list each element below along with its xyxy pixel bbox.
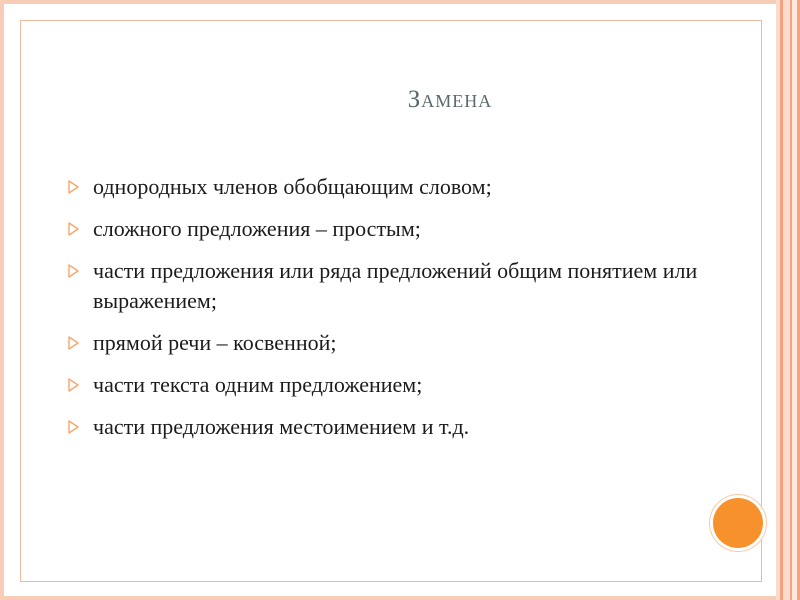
list-item-text: части предложения местоимением и т.д.: [93, 414, 470, 439]
frame-left-border: [0, 0, 4, 600]
list-item-text: однородных членов обобщающим словом;: [93, 174, 492, 199]
list-item-text: части предложения или ряда предложений общим понятием или выражением;: [93, 258, 698, 313]
hollow-triangle-icon: [66, 335, 80, 351]
list-item: [66, 370, 706, 400]
list-item-text: прямой речи – косвенной;: [93, 330, 337, 355]
list-item: [66, 256, 706, 316]
hollow-triangle-icon: [66, 263, 80, 279]
list-item-text: части текста одним предложением;: [93, 372, 423, 397]
decorative-circle: [713, 498, 763, 548]
list-item-text: сложного предложения – простым;: [93, 216, 421, 241]
list-item: [66, 412, 706, 442]
frame-bottom-border: [0, 596, 776, 600]
hollow-triangle-icon: [66, 179, 80, 195]
frame-top-border: [0, 0, 776, 4]
list-item: [66, 172, 706, 202]
bullet-list: [66, 172, 706, 454]
hollow-triangle-icon: [66, 221, 80, 237]
slide-title: Замена: [407, 86, 493, 113]
hollow-triangle-icon: [66, 377, 80, 393]
decorative-stripe: [783, 0, 790, 600]
list-item: [66, 214, 706, 244]
list-item: [66, 328, 706, 358]
hollow-triangle-icon: [66, 419, 80, 435]
